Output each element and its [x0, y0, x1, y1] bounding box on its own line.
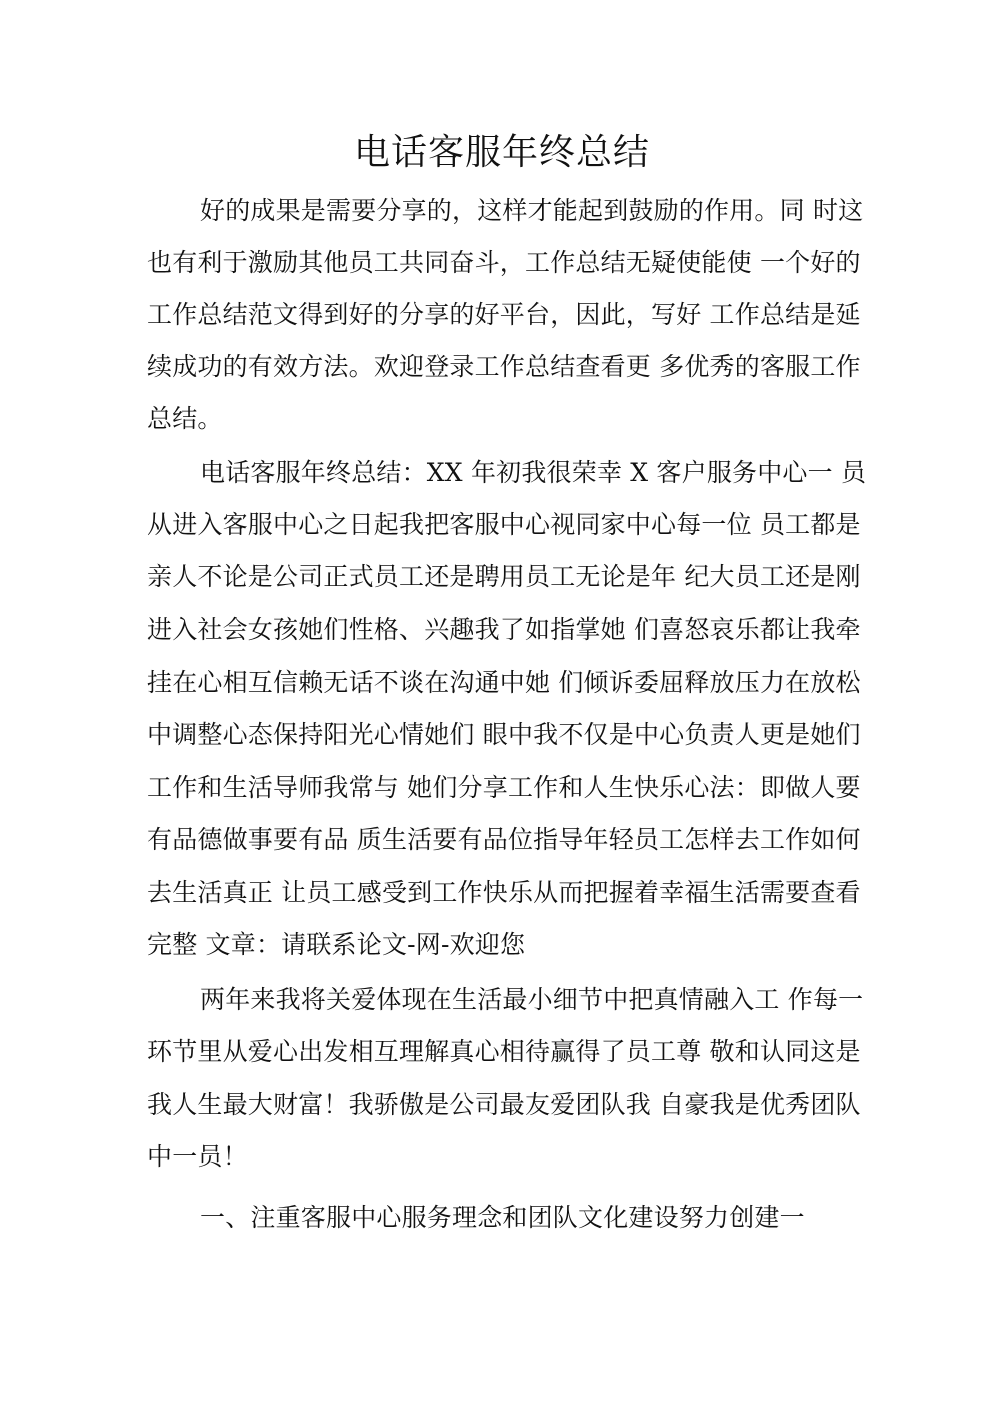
paragraph-2-line-8: 有品德做事要有品 质生活要有品位指导年轻员工怎样去工作如何 [147, 825, 861, 854]
paragraph-1-line-4: 续成功的有效方法。欢迎登录工作总结查看更 多优秀的客服工作 [147, 352, 861, 381]
paragraph-2-line-5: 挂在心相互信赖无话不谈在沟通中她 们倾诉委屈释放压力在放松 [147, 668, 861, 697]
paragraph-2-line-3: 亲人不论是公司正式员工还是聘用员工无论是年 纪大员工还是刚 [147, 562, 861, 591]
paragraph-1-line-5: 总结。 [147, 404, 223, 433]
paragraph-2-line-10: 完整 文章：请联系论文-网-欢迎您 [147, 930, 526, 959]
paragraph-2-line-9: 去生活真正 让员工感受到工作快乐从而把握着幸福生活需要查看 [147, 878, 861, 907]
paragraph-1-line-1: 好的成果是需要分享的，这样才能起到鼓励的作用。同 时这 [200, 196, 864, 225]
document-title: 电话客服年终总结 [353, 132, 650, 173]
paragraph-1-line-2: 也有利于激励其他员工共同奋斗，工作总结无疑使能使 一个好的 [147, 248, 861, 277]
paragraph-3-line-3: 我人生最大财富！我骄傲是公司最友爱团队我 自豪我是优秀团队 [147, 1090, 861, 1119]
paragraph-3-line-2: 环节里从爱心出发相互理解真心相待赢得了员工尊 敬和认同这是 [147, 1037, 861, 1066]
section-heading-1: 一、注重客服中心服务理念和团队文化建设努力创建一 [200, 1203, 805, 1232]
paragraph-2-line-4: 进入社会女孩她们性格、兴趣我了如指掌她 们喜怒哀乐都让我牵 [147, 615, 861, 644]
paragraph-2-line-2: 从进入客服中心之日起我把客服中心视同家中心每一位 员工都是 [147, 510, 861, 539]
paragraph-3-line-4: 中一员！ [147, 1142, 248, 1171]
paragraph-2-line-7: 工作和生活导师我常与 她们分享工作和人生快乐心法：即做人要 [147, 773, 861, 802]
paragraph-3-line-1: 两年来我将关爱体现在生活最小细节中把真情融入工 作每一 [200, 985, 864, 1014]
paragraph-1-line-3: 工作总结范文得到好的分享的好平台，因此，写好 工作总结是延 [147, 300, 861, 329]
paragraph-2-line-6: 中调整心态保持阳光心情她们 眼中我不仅是中心负责人更是她们 [147, 720, 861, 749]
paragraph-2-line-1: 电话客服年终总结：XX 年初我很荣幸 X 客户服务中心一 员 [200, 458, 867, 487]
